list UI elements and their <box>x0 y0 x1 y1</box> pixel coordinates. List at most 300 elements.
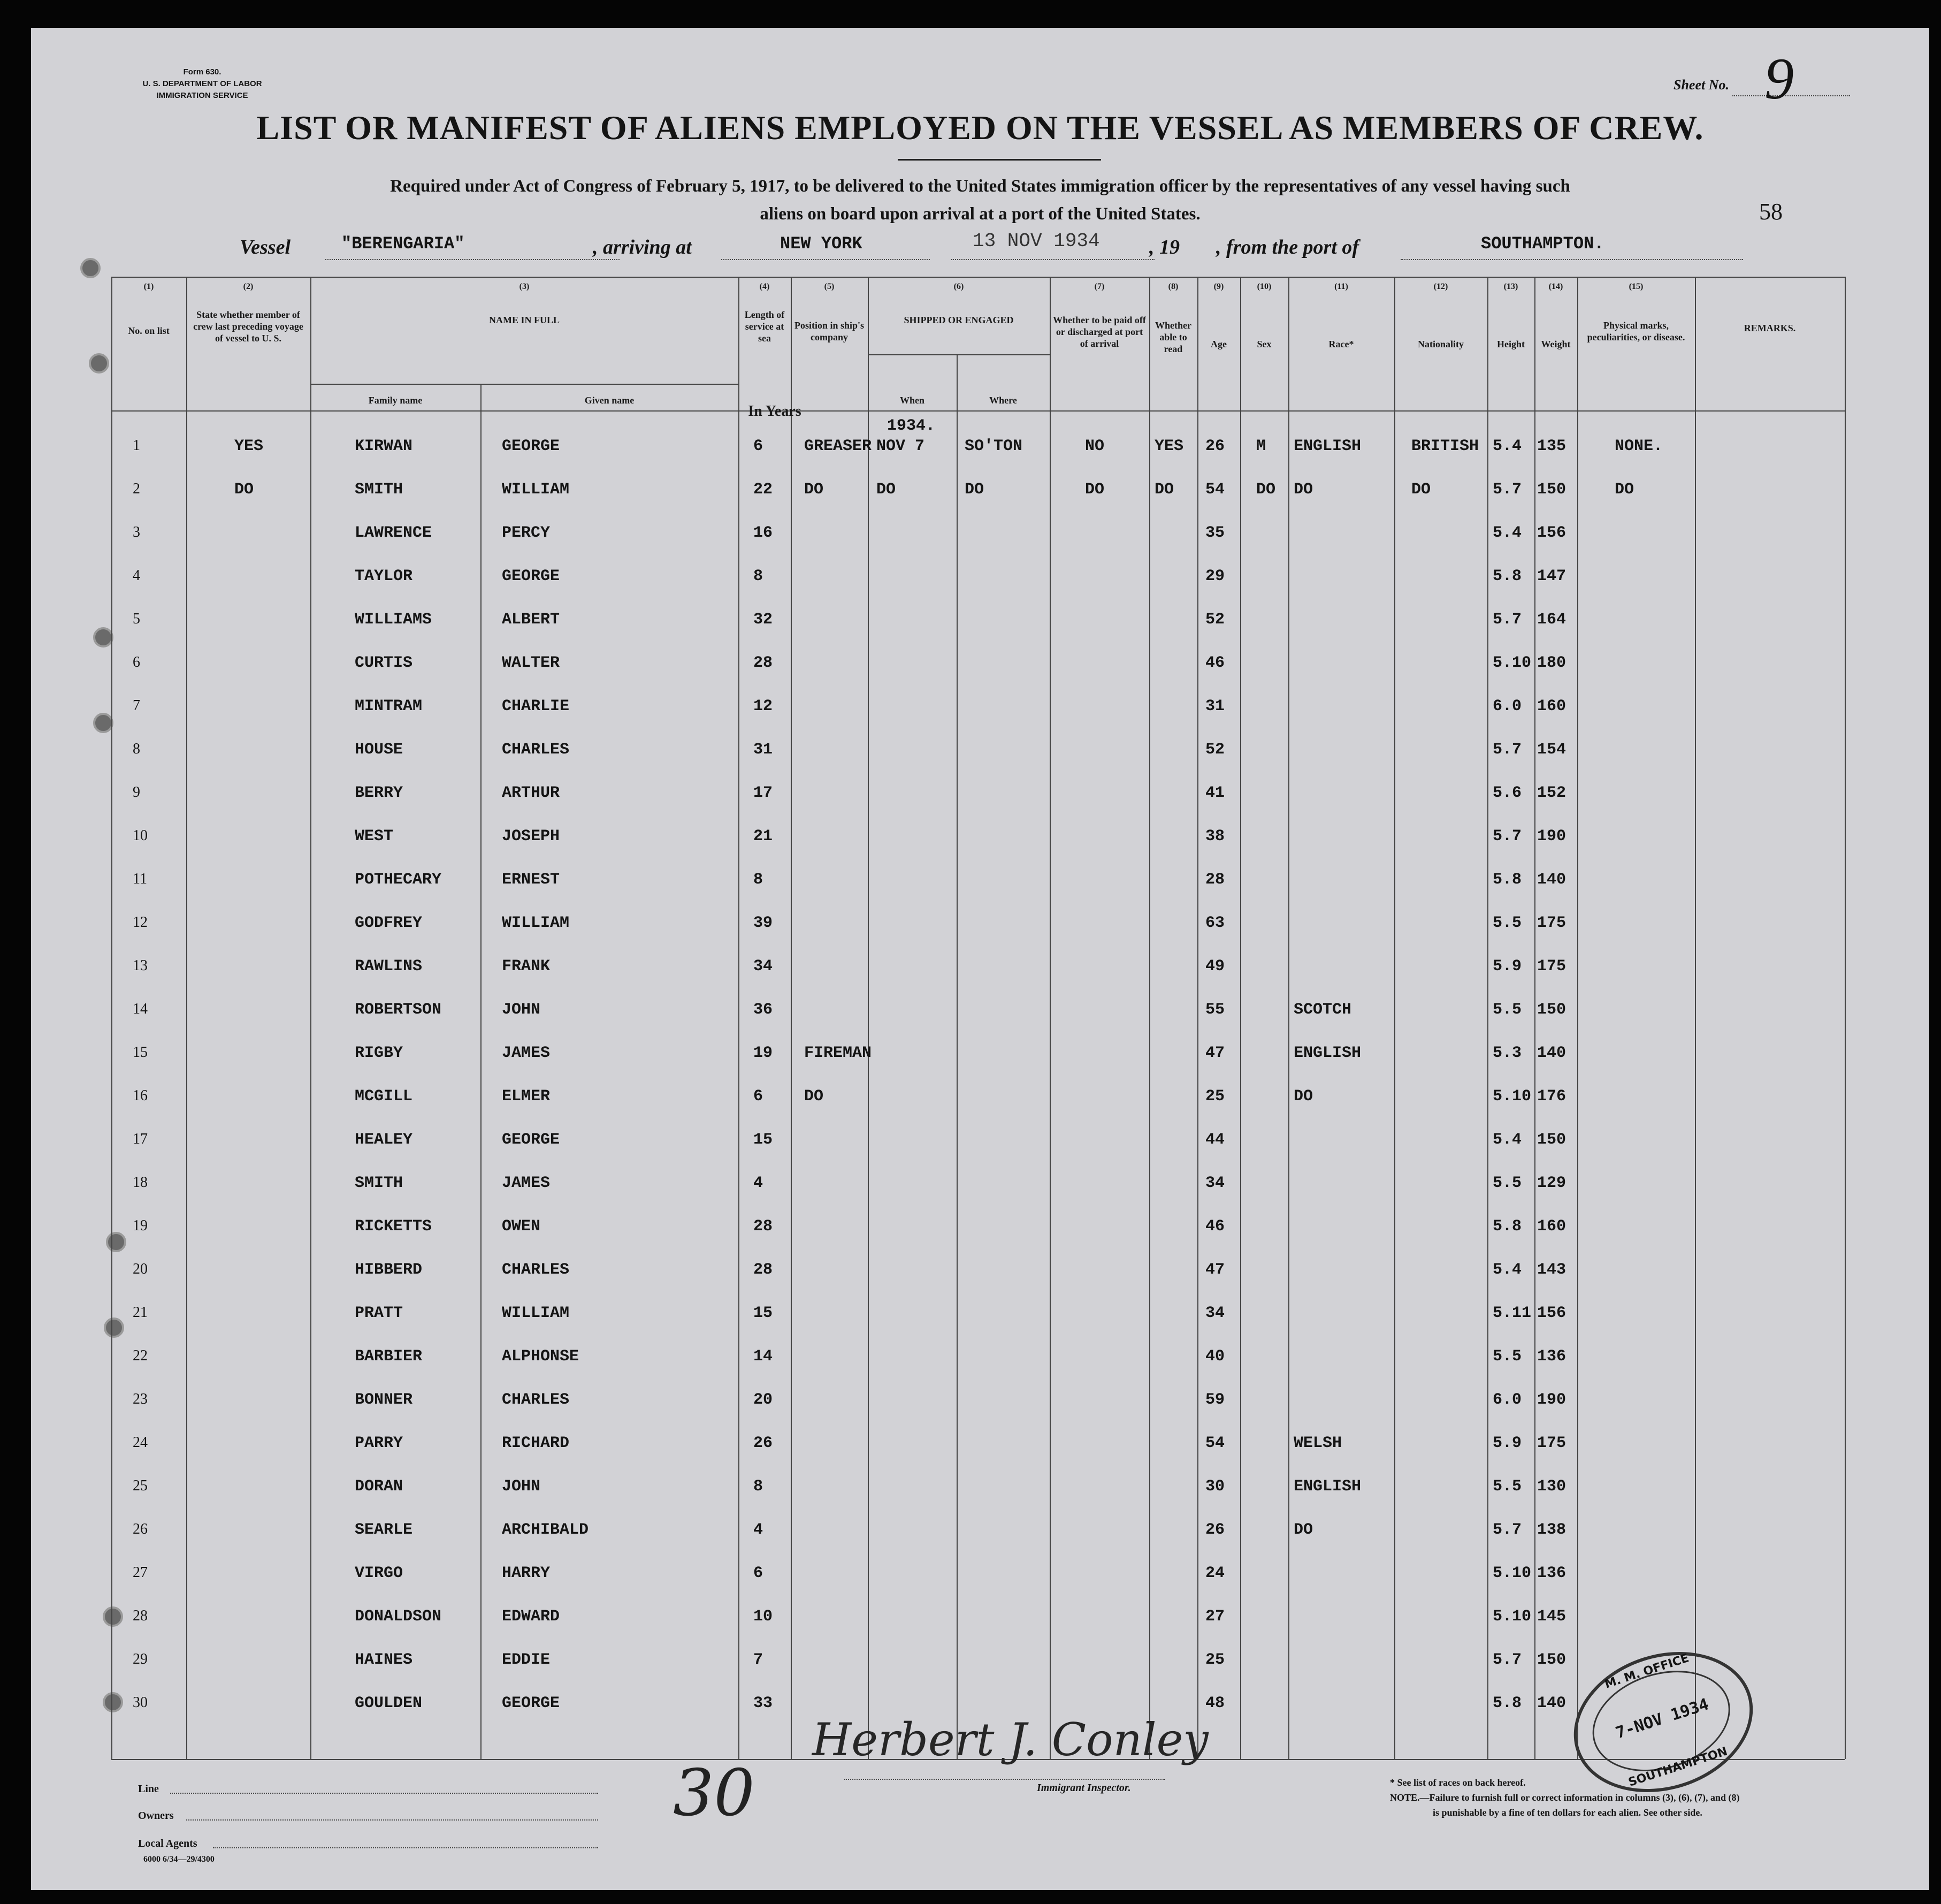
cell-service-years: 33 <box>753 1694 773 1712</box>
cell-height: 5.6 <box>1493 784 1522 802</box>
cell-weight: 160 <box>1537 1217 1566 1236</box>
punch-hole <box>93 713 113 733</box>
cell-height: 5.3 <box>1493 1044 1522 1062</box>
page-title: LIST OR MANIFEST OF ALIENS EMPLOYED ON THE VESSEL AS MEMBERS OF CREW. <box>256 109 1704 147</box>
from-port-line <box>1401 258 1743 260</box>
cell-age: 49 <box>1205 957 1225 976</box>
arrival-port: NEW YORK <box>780 234 862 254</box>
cell-height: 5.10 <box>1493 1087 1532 1106</box>
cell-given-name: EDDIE <box>502 1651 551 1669</box>
cell-row-number: 21 <box>133 1304 148 1321</box>
cell-weight: 190 <box>1537 827 1566 846</box>
cell-family-name: MCGILL <box>355 1087 413 1106</box>
cell-row-number: 11 <box>133 871 147 887</box>
cell-weight: 175 <box>1537 914 1566 932</box>
cell-nationality: BRITISH <box>1411 437 1479 455</box>
col-5-number: (5) <box>824 282 835 291</box>
cell-height: 5.8 <box>1493 567 1522 585</box>
cell-row-number: 12 <box>133 914 148 931</box>
cell-row-number: 19 <box>133 1217 148 1234</box>
header-bottom-rule <box>111 410 1845 412</box>
cell-row-number: 7 <box>133 697 140 714</box>
col-8-number: (8) <box>1168 282 1179 291</box>
cell-weight: 175 <box>1537 1434 1566 1452</box>
cell-family-name: LAWRENCE <box>355 524 432 542</box>
cell-weight: 140 <box>1537 1694 1566 1712</box>
cell-height: 5.7 <box>1493 1651 1522 1669</box>
cell-given-name: CHARLIE <box>502 697 570 715</box>
stamp-location: SOUTHAMPTON <box>1626 1745 1729 1789</box>
cell-family-name: WILLIAMS <box>355 611 432 629</box>
col-14-number: (14) <box>1548 282 1563 291</box>
cell-service-years: 4 <box>753 1521 763 1539</box>
cell-height: 6.0 <box>1493 1391 1522 1409</box>
col-12-number: (12) <box>1433 282 1448 291</box>
arrival-port-line <box>721 258 930 260</box>
vessel-name: "BERENGARIA" <box>341 234 465 254</box>
cell-service-years: 14 <box>753 1347 773 1366</box>
year-label: , 19 <box>1149 236 1180 258</box>
col-rule <box>738 277 739 1759</box>
cell-age: 63 <box>1205 914 1225 932</box>
cell-given-name: RICHARD <box>502 1434 570 1452</box>
service-name: IMMIGRATION SERVICE <box>156 91 248 100</box>
sheet-number-value: 9 <box>1764 46 1794 111</box>
col-rule <box>111 277 112 1759</box>
cell-service-years: 19 <box>753 1044 773 1062</box>
cell-family-name: DORAN <box>355 1477 403 1496</box>
total-count-handwritten: 30 <box>673 1756 755 1831</box>
cell-race: WELSH <box>1294 1434 1342 1452</box>
shipped-year: 1934. <box>887 417 936 435</box>
col-rule <box>480 384 482 1759</box>
col-rule <box>1288 277 1289 1759</box>
cell-age: 54 <box>1205 481 1225 499</box>
cell-height: 5.7 <box>1493 1521 1522 1539</box>
col-rule <box>868 277 869 1759</box>
cell-weight: 136 <box>1537 1347 1566 1366</box>
cell-service-years: 21 <box>753 827 773 846</box>
col-nationality-heading: Nationality <box>1417 339 1464 349</box>
cell-height: 6.0 <box>1493 697 1522 715</box>
cell-given-name: JAMES <box>502 1044 551 1062</box>
stamp-office: M. M. OFFICE <box>1603 1651 1691 1692</box>
cell-service-years: 28 <box>753 1217 773 1236</box>
cell-position: DO <box>804 481 824 499</box>
cell-height: 5.4 <box>1493 1261 1522 1279</box>
cell-row-number: 25 <box>133 1477 148 1494</box>
penalty-note-cont: is punishable by a fine of ten dollars for each alien. See other side. <box>1433 1807 1702 1818</box>
manifest-sheet <box>31 28 1929 1890</box>
cell-service-years: 39 <box>753 914 773 932</box>
cell-given-name: JOSEPH <box>502 827 560 846</box>
cell-service-years: 20 <box>753 1391 773 1409</box>
cell-row-number: 9 <box>133 784 140 801</box>
col-6-number: (6) <box>953 282 964 291</box>
cell-age: 48 <box>1205 1694 1225 1712</box>
cell-family-name: SMITH <box>355 481 403 499</box>
cell-service-years: 15 <box>753 1304 773 1322</box>
cell-row-number: 15 <box>133 1044 148 1061</box>
cell-age: 52 <box>1205 741 1225 759</box>
col-where-heading: Where <box>989 395 1017 406</box>
col-race-heading: Race* <box>1328 339 1354 349</box>
cell-race: ENGLISH <box>1294 1044 1362 1062</box>
col-11-number: (11) <box>1334 282 1348 291</box>
col-service-unit: In Years <box>748 403 801 420</box>
col-position-heading: Position in ship's company <box>794 320 865 342</box>
cell-height: 5.10 <box>1493 1564 1532 1582</box>
cell-physical-marks: DO <box>1615 481 1634 499</box>
col-rule <box>1240 277 1241 1759</box>
col-10-number: (10) <box>1257 282 1272 291</box>
col-rule <box>1577 277 1578 1759</box>
col-1-number: (1) <box>143 282 154 291</box>
cell-weight: 175 <box>1537 957 1566 976</box>
cell-height: 5.5 <box>1493 1347 1522 1366</box>
cell-weight: 154 <box>1537 741 1566 759</box>
col-read-heading: Whether able to read <box>1155 320 1191 354</box>
table-border-top <box>111 277 1845 278</box>
cell-service-years: 6 <box>753 1087 763 1106</box>
shipped-subheader-rule <box>868 354 1050 355</box>
col-2-number: (2) <box>243 282 254 291</box>
cell-weight: 130 <box>1537 1477 1566 1496</box>
cell-weight: 140 <box>1537 871 1566 889</box>
cell-row-number: 26 <box>133 1521 148 1537</box>
cell-age: 34 <box>1205 1174 1225 1192</box>
cell-given-name: CHARLES <box>502 741 570 759</box>
cell-given-name: CHARLES <box>502 1391 570 1409</box>
cell-age: 46 <box>1205 1217 1225 1236</box>
cell-race: DO <box>1294 1087 1313 1106</box>
cell-service-years: 17 <box>753 784 773 802</box>
cell-given-name: ELMER <box>502 1087 551 1106</box>
col-name-heading: NAME IN FULL <box>488 315 560 325</box>
page-number: 58 <box>1759 199 1783 225</box>
cell-service-years: 26 <box>753 1434 773 1452</box>
cell-family-name: BARBIER <box>355 1347 423 1366</box>
cell-weight: 176 <box>1537 1087 1566 1106</box>
local-agents-label: Local Agents <box>138 1838 197 1849</box>
cell-given-name: GEORGE <box>502 437 560 455</box>
inspector-signature: Herbert J. Conley <box>812 1713 1209 1766</box>
cell-height: 5.10 <box>1493 654 1532 672</box>
cell-row-number: 18 <box>133 1174 148 1191</box>
cell-given-name: JOHN <box>502 1001 541 1019</box>
cell-sex: DO <box>1256 481 1276 499</box>
col-4-number: (4) <box>759 282 770 291</box>
cell-given-name: PERCY <box>502 524 551 542</box>
cell-height: 5.4 <box>1493 1131 1522 1149</box>
form-identification <box>133 66 272 102</box>
col-3-number: (3) <box>519 282 530 291</box>
cell-able-to-read: DO <box>1155 481 1174 499</box>
cell-height: 5.11 <box>1493 1304 1532 1322</box>
col-shipped-heading: SHIPPED OR ENGAGED <box>904 315 1014 325</box>
cell-age: 59 <box>1205 1391 1225 1409</box>
cell-family-name: GODFREY <box>355 914 423 932</box>
cell-given-name: FRANK <box>502 957 551 976</box>
cell-service-years: 12 <box>753 697 773 715</box>
cell-family-name: VIRGO <box>355 1564 403 1582</box>
vessel-label: Vessel <box>240 236 291 258</box>
cell-race: ENGLISH <box>1294 1477 1362 1496</box>
col-rule <box>310 277 311 1759</box>
col-rule <box>1845 277 1846 1759</box>
punch-hole <box>80 258 101 278</box>
col-15-number: (15) <box>1629 282 1644 291</box>
cell-family-name: SEARLE <box>355 1521 413 1539</box>
cell-service-years: 4 <box>753 1174 763 1192</box>
stamp-date: 7-NOV 1934 <box>1613 1695 1711 1743</box>
cell-age: 31 <box>1205 697 1225 715</box>
cell-service-years: 36 <box>753 1001 773 1019</box>
cell-family-name: RIGBY <box>355 1044 403 1062</box>
cell-row-number: 28 <box>133 1608 148 1624</box>
punch-hole <box>89 353 109 374</box>
owners-field <box>186 1818 598 1821</box>
cell-family-name: SMITH <box>355 1174 403 1192</box>
cell-family-name: PARRY <box>355 1434 403 1452</box>
cell-row-number: 4 <box>133 567 140 584</box>
cell-physical-marks: NONE. <box>1615 437 1663 455</box>
cell-age: 28 <box>1205 871 1225 889</box>
cell-given-name: ALBERT <box>502 611 560 629</box>
cell-weight: 140 <box>1537 1044 1566 1062</box>
cell-race: DO <box>1294 1521 1313 1539</box>
cell-previous-voyage: YES <box>234 437 264 455</box>
cell-family-name: HIBBERD <box>355 1261 423 1279</box>
cell-service-years: 6 <box>753 437 763 455</box>
cell-family-name: MINTRAM <box>355 697 423 715</box>
cell-family-name: DONALDSON <box>355 1608 442 1626</box>
cell-shipped-when: NOV 7 <box>876 437 925 455</box>
cell-family-name: GOULDEN <box>355 1694 423 1712</box>
cell-sex: M <box>1256 437 1266 455</box>
cell-weight: 143 <box>1537 1261 1566 1279</box>
col-13-number: (13) <box>1503 282 1518 291</box>
cell-age: 44 <box>1205 1131 1225 1149</box>
col-weight-heading: Weight <box>1541 339 1571 349</box>
cell-age: 27 <box>1205 1608 1225 1626</box>
cell-family-name: RAWLINS <box>355 957 423 976</box>
col-rule <box>186 277 187 1759</box>
cell-age: 55 <box>1205 1001 1225 1019</box>
cell-service-years: 8 <box>753 1477 763 1496</box>
cell-weight: 129 <box>1537 1174 1566 1192</box>
cell-position: GREASER <box>804 437 872 455</box>
cell-weight: 150 <box>1537 1651 1566 1669</box>
title-underline <box>898 159 1101 161</box>
cell-weight: 164 <box>1537 611 1566 629</box>
cell-given-name: ARCHIBALD <box>502 1521 589 1539</box>
arrival-date-line <box>951 258 1155 260</box>
cell-height: 5.7 <box>1493 827 1522 846</box>
cell-family-name: HAINES <box>355 1651 413 1669</box>
cell-age: 25 <box>1205 1087 1225 1106</box>
cell-age: 52 <box>1205 611 1225 629</box>
cell-given-name: HARRY <box>502 1564 551 1582</box>
cell-weight: 180 <box>1537 654 1566 672</box>
vessel-name-line <box>325 258 620 260</box>
col-rule <box>1487 277 1488 1759</box>
cell-weight: 136 <box>1537 1564 1566 1582</box>
arrival-date-stamp: 13 NOV 1934 <box>973 230 1100 252</box>
cell-given-name: ALPHONSE <box>502 1347 579 1366</box>
cell-age: 40 <box>1205 1347 1225 1366</box>
cell-family-name: HOUSE <box>355 741 403 759</box>
cell-height: 5.8 <box>1493 1217 1522 1236</box>
cell-weight: 160 <box>1537 697 1566 715</box>
cell-weight: 156 <box>1537 524 1566 542</box>
page-subtitle <box>192 172 1769 228</box>
cell-weight: 135 <box>1537 437 1566 455</box>
cell-service-years: 6 <box>753 1564 763 1582</box>
col-rule <box>957 354 958 1759</box>
cell-given-name: JOHN <box>502 1477 541 1496</box>
cell-service-years: 10 <box>753 1608 773 1626</box>
cell-row-number: 30 <box>133 1694 148 1711</box>
cell-age: 38 <box>1205 827 1225 846</box>
cell-service-years: 7 <box>753 1651 763 1669</box>
cell-row-number: 2 <box>133 481 140 497</box>
cell-weight: 150 <box>1537 481 1566 499</box>
cell-height: 5.5 <box>1493 1001 1522 1019</box>
cell-race: DO <box>1294 481 1313 499</box>
cell-row-number: 13 <box>133 957 148 974</box>
col-family-name-heading: Family name <box>368 395 423 406</box>
cell-race: SCOTCH <box>1294 1001 1352 1019</box>
cell-height: 5.8 <box>1493 871 1522 889</box>
cell-row-number: 5 <box>133 611 140 627</box>
cell-age: 34 <box>1205 1304 1225 1322</box>
col-rule <box>1197 277 1198 1759</box>
col-no-heading: No. on list <box>128 325 170 336</box>
cell-height: 5.8 <box>1493 1694 1522 1712</box>
cell-nationality: DO <box>1411 481 1431 499</box>
cell-service-years: 15 <box>753 1131 773 1149</box>
cell-position: DO <box>804 1087 824 1106</box>
cell-age: 26 <box>1205 437 1225 455</box>
col-9-number: (9) <box>1213 282 1224 291</box>
crew-manifest-table <box>111 277 1845 1759</box>
cell-race: ENGLISH <box>1294 437 1362 455</box>
cell-height: 5.7 <box>1493 611 1522 629</box>
from-port: SOUTHAMPTON. <box>1481 234 1604 254</box>
cell-age: 41 <box>1205 784 1225 802</box>
cell-height: 5.9 <box>1493 1434 1522 1452</box>
cell-shipped-where: SO'TON <box>965 437 1023 455</box>
cell-row-number: 16 <box>133 1087 148 1104</box>
cell-family-name: KIRWAN <box>355 437 413 455</box>
cell-given-name: ERNEST <box>502 871 560 889</box>
cell-age: 47 <box>1205 1044 1225 1062</box>
line-field <box>170 1792 598 1794</box>
cell-given-name: EDWARD <box>502 1608 560 1626</box>
col-prev-voyage-heading: State whether member of crew last preceding voyage of vessel to U. S. <box>193 309 303 344</box>
cell-height: 5.7 <box>1493 481 1522 499</box>
col-remarks-heading: REMARKS. <box>1744 323 1796 333</box>
col-rule <box>1149 277 1150 1759</box>
cell-row-number: 14 <box>133 1001 148 1017</box>
col-7-number: (7) <box>1094 282 1105 291</box>
cell-age: 26 <box>1205 1521 1225 1539</box>
cell-previous-voyage: DO <box>234 481 254 499</box>
cell-given-name: ARTHUR <box>502 784 560 802</box>
col-physical-marks-heading: Physical marks, peculiarities, or disease. <box>1587 320 1685 342</box>
department-name: U. S. DEPARTMENT OF LABOR <box>142 79 262 88</box>
cell-weight: 150 <box>1537 1131 1566 1149</box>
subtitle-line-2: aliens on board upon arrival at a port of the United States. <box>760 204 1201 224</box>
cell-age: 29 <box>1205 567 1225 585</box>
cell-height: 5.10 <box>1493 1608 1532 1626</box>
cell-height: 5.5 <box>1493 1477 1522 1496</box>
cell-given-name: WILLIAM <box>502 1304 570 1322</box>
col-rule <box>1394 277 1395 1759</box>
col-paid-off-heading: Whether to be paid off or discharged at port of arrival <box>1053 315 1146 349</box>
owners-label: Owners <box>138 1810 174 1822</box>
col-when-heading: When <box>899 395 924 406</box>
cell-given-name: CHARLES <box>502 1261 570 1279</box>
punch-hole <box>93 627 113 648</box>
cell-family-name: BONNER <box>355 1391 413 1409</box>
cell-row-number: 27 <box>133 1564 148 1581</box>
cell-family-name: RICKETTS <box>355 1217 432 1236</box>
col-age-heading: Age <box>1211 339 1227 349</box>
cell-height: 5.5 <box>1493 914 1522 932</box>
cell-service-years: 16 <box>753 524 773 542</box>
cell-given-name: GEORGE <box>502 1694 560 1712</box>
print-code: 6000 6/34—29/4300 <box>143 1855 215 1864</box>
cell-row-number: 23 <box>133 1391 148 1407</box>
cell-age: 47 <box>1205 1261 1225 1279</box>
cell-family-name: TAYLOR <box>355 567 413 585</box>
cell-weight: 156 <box>1537 1304 1566 1322</box>
cell-age: 24 <box>1205 1564 1225 1582</box>
cell-paid-off: DO <box>1085 481 1105 499</box>
cell-row-number: 8 <box>133 741 140 757</box>
inspector-label: Immigrant Inspector. <box>1037 1782 1131 1794</box>
cell-row-number: 24 <box>133 1434 148 1451</box>
cell-given-name: WILLIAM <box>502 481 570 499</box>
cell-row-number: 22 <box>133 1347 148 1364</box>
cell-family-name: BERRY <box>355 784 403 802</box>
cell-service-years: 28 <box>753 1261 773 1279</box>
from-port-label: , from the port of <box>1216 236 1359 258</box>
cell-height: 5.5 <box>1493 1174 1522 1192</box>
cell-row-number: 1 <box>133 437 140 454</box>
cell-family-name: HEALEY <box>355 1131 413 1149</box>
cell-height: 5.4 <box>1493 524 1522 542</box>
cell-age: 35 <box>1205 524 1225 542</box>
cell-given-name: OWEN <box>502 1217 541 1236</box>
cell-height: 5.7 <box>1493 741 1522 759</box>
cell-weight: 150 <box>1537 1001 1566 1019</box>
races-note: * See list of races on back hereof. <box>1390 1777 1526 1788</box>
cell-row-number: 17 <box>133 1131 148 1147</box>
cell-shipped-where: DO <box>965 481 984 499</box>
cell-weight: 145 <box>1537 1608 1566 1626</box>
cell-family-name: POTHECARY <box>355 871 442 889</box>
col-sex-heading: Sex <box>1257 339 1272 349</box>
cell-paid-off: NO <box>1085 437 1105 455</box>
cell-family-name: WEST <box>355 827 394 846</box>
col-height-heading: Height <box>1497 339 1525 349</box>
cell-service-years: 34 <box>753 957 773 976</box>
cell-weight: 138 <box>1537 1521 1566 1539</box>
col-rule <box>1534 277 1535 1759</box>
